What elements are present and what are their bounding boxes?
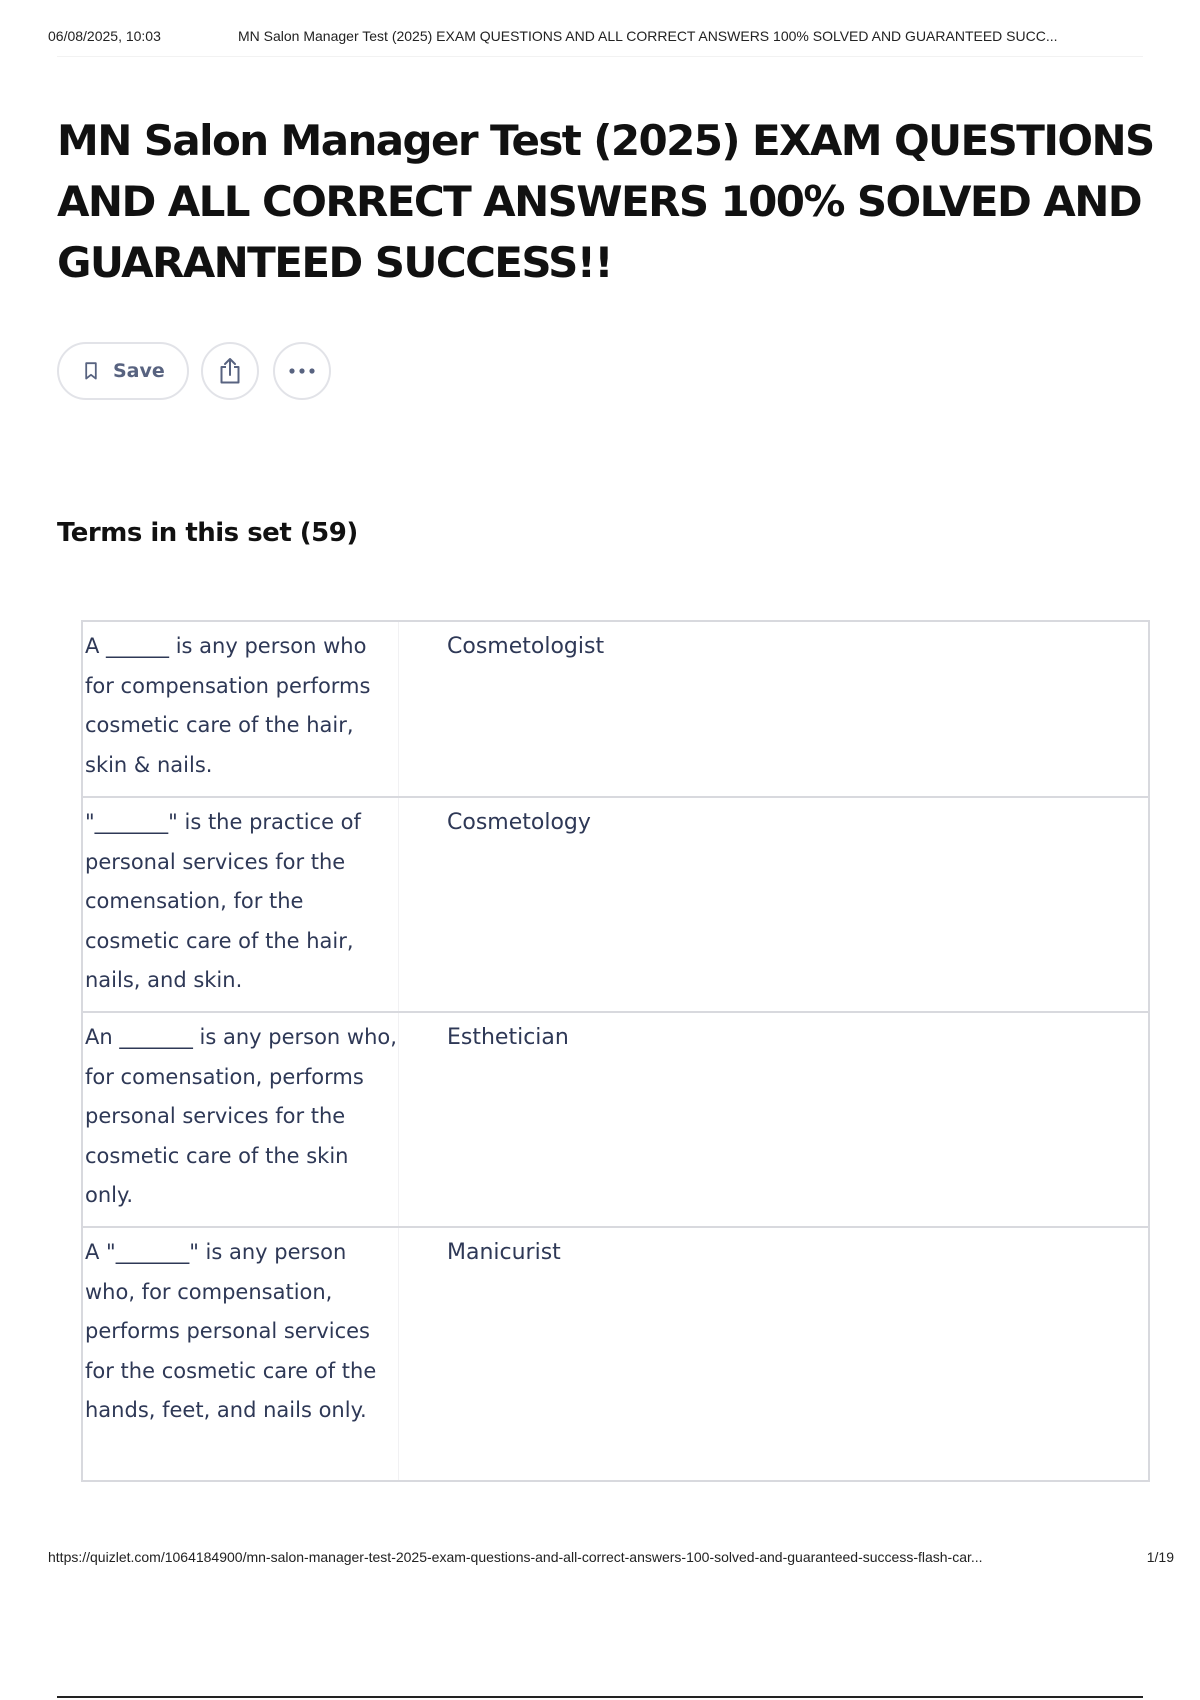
definition-text: Esthetician [447,1025,569,1050]
page-number: 1/19 [1146,1549,1174,1565]
print-url: https://quizlet.com/1064184900/mn-salon-manager-test-2025-exam-questions-and-all-correct-answers-100-solved-and-guaranteed-success-flash-car... [48,1549,983,1565]
print-header [48,28,1174,50]
term-text: A ______ is any person who for compensation performs cosmetic care of the hair, skin & nails. [83,622,399,796]
bottom-divider [57,1696,1143,1698]
more-options-icon [288,367,316,375]
print-document-title: MN Salon Manager Test (2025) EXAM QUESTIONS AND ALL CORRECT ANSWERS 100% SOLVED AND GUARANTEED SUCC... [238,28,1058,44]
header-divider [57,56,1143,57]
more-options-button[interactable] [273,342,331,400]
save-button-label: Save [113,360,165,382]
bookmark-icon [85,362,97,380]
page-title: MN Salon Manager Test (2025) EXAM QUESTIONS AND ALL CORRECT ANSWERS 100% SOLVED AND GUARANTEED SUCCESS!! [57,116,1154,287]
term-text: An _______ is any person who, for comensation, performs personal services for the cosmetic care of the skin only. [83,1013,399,1226]
term-row [83,798,1148,1013]
definition-text: Cosmetology [447,810,591,835]
term-row [83,622,1148,798]
print-datetime: 06/08/2025, 10:03 [48,28,161,44]
term-row [83,1228,1148,1480]
term-text: A "_______" is any person who, for compensation, performs personal services for the cosmetic care of the hands, feet, and nails only. [83,1228,399,1480]
terms-heading: Terms in this set (59) [57,518,358,548]
share-icon [218,357,242,385]
definition-text: Cosmetologist [447,634,605,659]
print-footer [48,1549,1174,1571]
term-text: "_______" is the practice of personal services for the comensation, for the cosmetic care of the hair, nails, and skin. [83,798,399,1011]
term-row [83,1013,1148,1228]
share-button[interactable] [201,342,259,400]
definition-text: Manicurist [447,1240,561,1265]
save-button[interactable] [57,342,189,400]
terms-table [81,620,1150,1482]
